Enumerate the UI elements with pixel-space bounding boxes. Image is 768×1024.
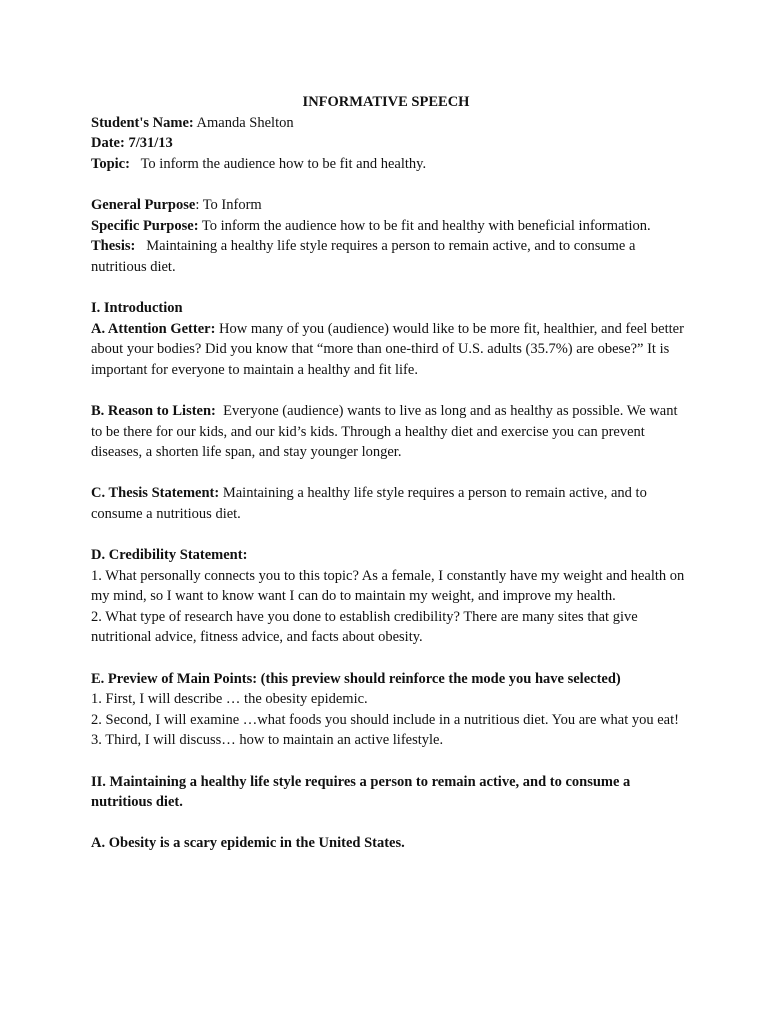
document-title: INFORMATIVE SPEECH bbox=[302, 94, 470, 110]
student-name-line bbox=[91, 113, 691, 134]
specific-purpose-value: To inform the audience how to be fit and healthy with beneficial information. bbox=[198, 217, 651, 234]
thesis-value: Maintaining a healthy life style requires a person to remain active, and to consume a nutritious diet. bbox=[91, 238, 640, 275]
general-purpose-value: : To Inform bbox=[195, 196, 262, 213]
spacer bbox=[91, 813, 691, 834]
reason-to-listen-text: Everyone (audience) wants to live as long and as healthy as possible. We want to be there for our kids, and our kid’s kids. Through a healthy diet and exercise you can prevent diseases, a shorten life span, and stay younger longer. bbox=[91, 402, 682, 461]
spacer bbox=[91, 463, 691, 484]
date-label: Date: 7/31/13 bbox=[91, 135, 173, 152]
specific-purpose-label: Specific Purpose: bbox=[91, 217, 199, 234]
preview-heading-text: E. Preview of Main Points: (this preview should reinforce the mode you have selected) bbox=[91, 670, 621, 687]
subpoint-a bbox=[91, 833, 691, 854]
general-purpose-label: General Purpose bbox=[91, 196, 196, 213]
topic-value: To inform the audience how to be fit and healthy. bbox=[129, 155, 427, 172]
thesis-label: Thesis: bbox=[91, 238, 136, 255]
specific-purpose-line bbox=[91, 216, 691, 237]
student-name-value: Amanda Shelton bbox=[193, 114, 294, 131]
credibility-item-2: 2. What type of research have you done to establish credibility? There are many sites that give nutritional advice, fitness advice, and facts about obesity. bbox=[91, 608, 638, 646]
subpoint-a-text: A. Obesity is a scary epidemic in the United States. bbox=[91, 835, 405, 852]
spacer bbox=[91, 174, 691, 195]
attention-getter-label: A. Attention Getter: bbox=[91, 320, 216, 337]
reason-to-listen-label: B. Reason to Listen: bbox=[91, 402, 216, 419]
general-purpose-line bbox=[91, 195, 691, 216]
thesis-statement-label: C. Thesis Statement: bbox=[91, 485, 220, 502]
thesis-statement-paragraph bbox=[91, 483, 691, 524]
credibility-heading bbox=[91, 545, 691, 566]
spacer bbox=[91, 751, 691, 772]
credibility-heading-text: D. Credibility Statement: bbox=[91, 547, 248, 564]
spacer bbox=[91, 524, 691, 545]
spacer bbox=[91, 380, 691, 401]
document-content bbox=[91, 92, 691, 854]
attention-getter-paragraph bbox=[91, 319, 691, 381]
introduction-heading bbox=[91, 298, 691, 319]
spacer bbox=[91, 277, 691, 298]
main-point-heading bbox=[91, 772, 691, 813]
reason-to-listen-paragraph bbox=[91, 401, 691, 463]
preview-item-1: 1. First, I will describe … the obesity epidemic. bbox=[91, 691, 368, 708]
attention-getter-text: How many of you (audience) would like to be more fit, healthier, and feel better about your bodies? Did you know that “more than one-third of U.S. adults (35.7%) are obese?” It is important for everyone to maintain a healthy and fit life. bbox=[91, 320, 684, 378]
introduction-heading-text: I. Introduction bbox=[91, 299, 183, 316]
topic-line bbox=[91, 154, 691, 175]
main-point-heading-text: II. Maintaining a healthy life style requires a person to remain active, and to consume a nutritious diet. bbox=[91, 773, 631, 811]
preview-item-3: 3. Third, I will discuss… how to maintain an active lifestyle. bbox=[91, 732, 444, 749]
date-line bbox=[91, 133, 691, 154]
topic-label: Topic: bbox=[91, 155, 130, 172]
thesis-line bbox=[91, 236, 691, 277]
preview-heading bbox=[91, 669, 691, 690]
preview-item-2: 2. Second, I will examine …what foods you should include in a nutritious diet. You are what you eat! bbox=[91, 711, 679, 728]
student-name-label: Student's Name: bbox=[91, 114, 194, 131]
thesis-statement-text: Maintaining a healthy life style requires a person to remain active, and to consume a nutritious diet. bbox=[91, 485, 647, 522]
spacer bbox=[91, 648, 691, 669]
credibility-item-1: 1. What personally connects you to this topic? As a female, I constantly have my weight and health on my mind, so I want to know want I can do to maintain my weight, and improve my health. bbox=[91, 567, 685, 605]
